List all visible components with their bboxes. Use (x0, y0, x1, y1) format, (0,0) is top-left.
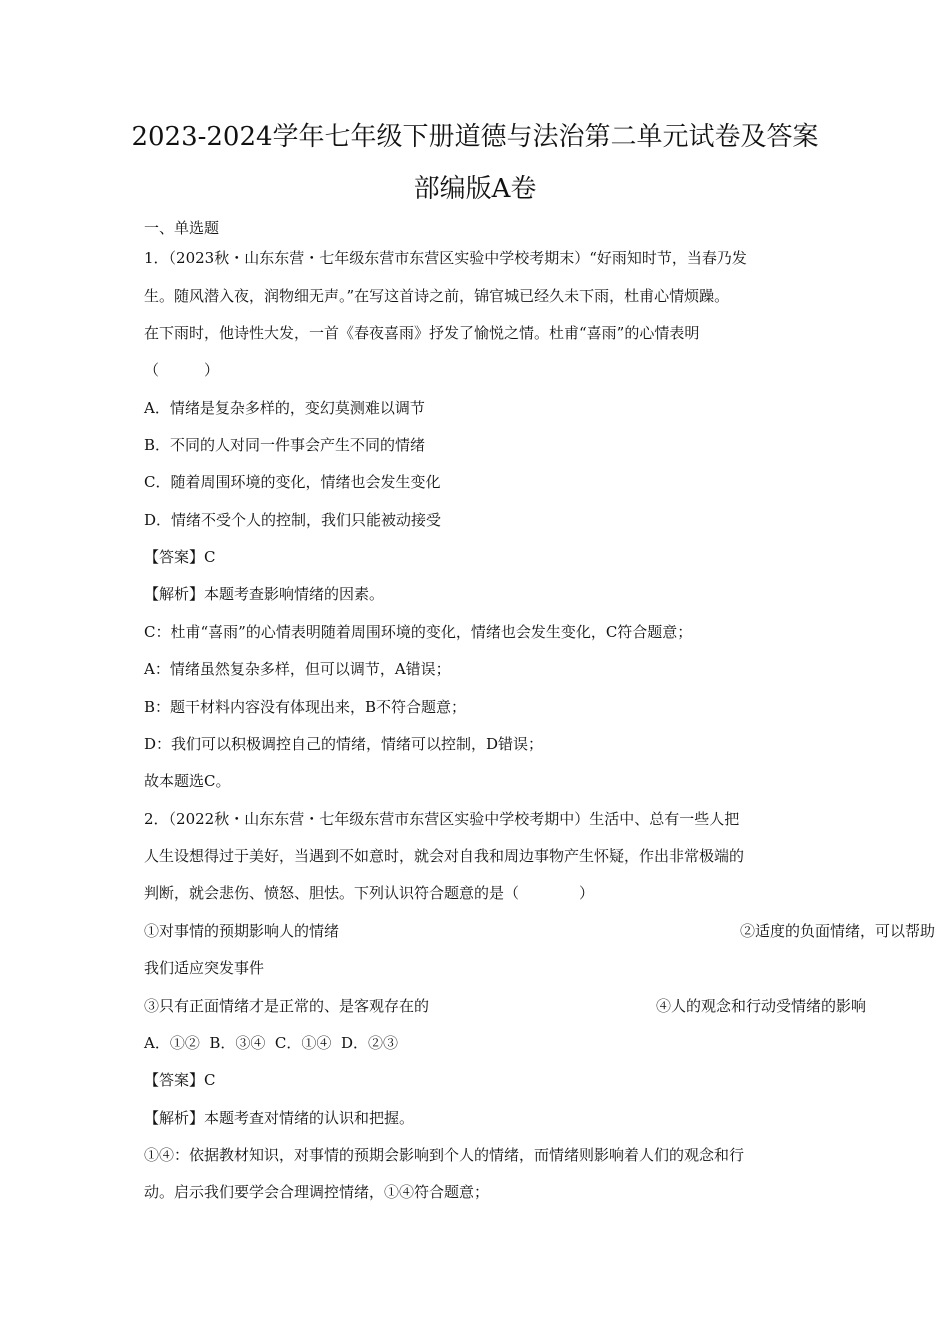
document-title-line-1: 2023-2024学年七年级下册道德与法治第二单元试卷及答案 (131, 122, 819, 152)
q1-analysis-line-5: D：我们可以积极调控自己的情绪，情绪可以控制，D错误； (144, 735, 544, 753)
q1-stem-line-3: 在下雨时，他诗性大发，一首《春夜喜雨》抒发了愉悦之情。杜甫“喜雨”的心情表明 (144, 324, 700, 342)
q1-stem-line-4: （ ） (144, 361, 220, 379)
q2-options: A．①② B．③④ C．①④ D．②③ (144, 1034, 398, 1052)
q1-stem-line-2: 生。随风潜入夜，润物细无声。”在写这首诗之前，锦官城已经久未下雨，杜甫心情烦躁。 (144, 287, 730, 305)
q2-answer: 【答案】C (144, 1071, 216, 1089)
q1-option-d: D．情绪不受个人的控制，我们只能被动接受 (144, 511, 442, 529)
q1-analysis-line-2: C：杜甫“喜雨”的心情表明随着周围环境的变化，情绪也会发生变化，C符合题意； (144, 623, 693, 641)
q2-statement-2-continued: 我们适应突发事件 (144, 959, 265, 977)
q1-analysis-line-6: 故本题选C。 (144, 772, 231, 790)
q2-statement-1: ①对事情的预期影响人的情绪 (144, 922, 340, 940)
q2-stem-line-2: 人生设想得过于美好，当遇到不如意时，就会对自我和周边事物产生怀疑，作出非常极端的 (144, 847, 745, 865)
q2-analysis-line-1: 【解析】本题考查对情绪的认识和把握。 (144, 1109, 415, 1127)
q2-statement-4: ④人的观念和行动受情绪的影响 (656, 997, 867, 1015)
q1-option-c: C．随着周围环境的变化，情绪也会发生变化 (144, 473, 441, 491)
q2-analysis-line-2: ①④：依据教材知识，对事情的预期会影响到个人的情绪，而情绪则影响着人们的观念和行 (144, 1146, 745, 1164)
document-title-line-2: 部编版A卷 (413, 174, 537, 204)
q1-stem-line-1: 1．（2023秋・山东东营・七年级东营市东营区实验中学校考期末）“好雨知时节，当春乃发 (144, 249, 747, 267)
section-heading: 一、单选题 (144, 219, 220, 237)
q2-statements-row-2 (144, 995, 867, 1017)
q1-analysis-line-4: B：题干材料内容没有体现出来，B不符合题意； (144, 698, 467, 716)
q2-statement-3: ③只有正面情绪才是正常的、是客观存在的 (144, 997, 430, 1015)
q1-option-b: B．不同的人对同一件事会产生不同的情绪 (144, 436, 426, 454)
q2-analysis-line-3: 动。启示我们要学会合理调控情绪，①④符合题意； (144, 1183, 490, 1201)
q1-analysis-line-3: A：情绪虽然复杂多样，但可以调节，A错误； (144, 660, 451, 678)
q1-analysis-line-1: 【解析】本题考查影响情绪的因素。 (144, 585, 385, 603)
q1-answer: 【答案】C (144, 548, 216, 566)
q2-statement-2: ②适度的负面情绪，可以帮助 (740, 922, 936, 940)
q2-stem-line-1: 2．（2022秋・山东东营・七年级东营市东营区实验中学校考期中）生活中、总有一些人把 (144, 810, 740, 828)
q2-stem-line-3: 判断，就会悲伤、愤怒、胆怯。下列认识符合题意的是（ ） (144, 884, 595, 902)
q1-option-a: A．情绪是复杂多样的，变幻莫测难以调节 (144, 399, 425, 417)
q2-statements-row-1 (144, 920, 936, 942)
